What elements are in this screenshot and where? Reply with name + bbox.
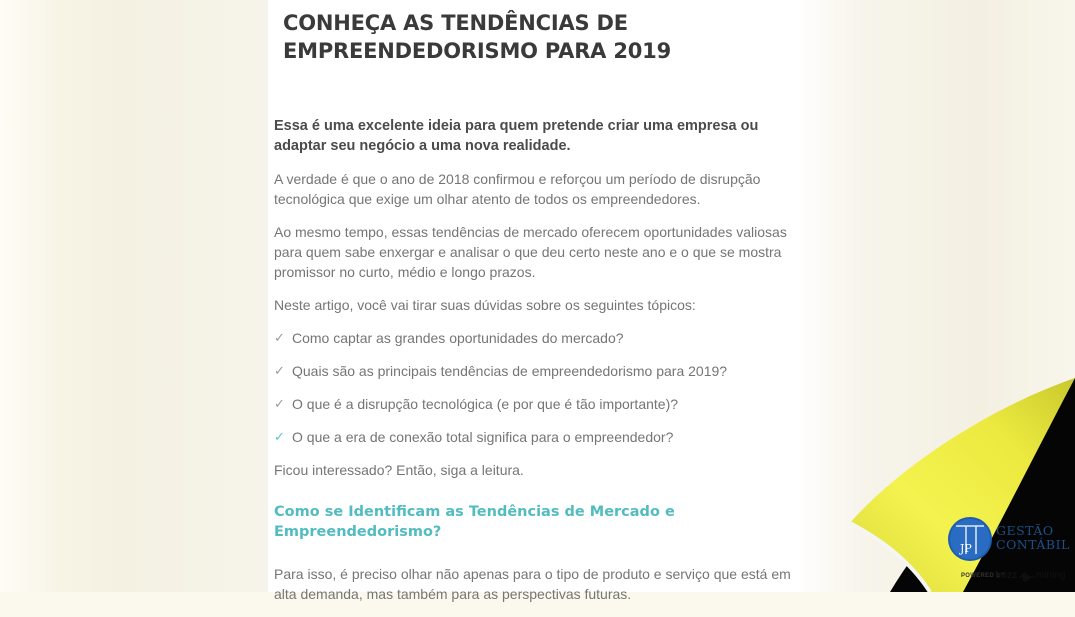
logo-wordmark: GESTÃO CONTÁBIL bbox=[996, 523, 1070, 552]
powered-by-label: POWERED BY bbox=[961, 573, 1006, 579]
logo-monogram: JP bbox=[960, 542, 972, 555]
topic-text: O que é a disrupção tecnológica (e por que é tão importante)? bbox=[292, 396, 679, 412]
closing-line: Ficou interessado? Então, siga a leitura. bbox=[274, 462, 524, 478]
topic-item bbox=[274, 394, 794, 414]
topic-item bbox=[274, 361, 794, 381]
section-heading: Como se Identificam as Tendências de Mercado e Empreendedorismo? bbox=[274, 504, 675, 540]
title-line-1: CONHEÇA AS TENDÊNCIAS DE bbox=[283, 11, 628, 35]
check-mark-icon: ✓ bbox=[274, 330, 285, 345]
title-line-2: EMPREENDEDORISMO PARA 2019 bbox=[283, 39, 671, 63]
check-mark-icon: ✓ bbox=[274, 429, 285, 444]
check-mark-icon: ✓ bbox=[274, 396, 285, 411]
topic-text: Como captar as grandes oportunidades do mercado? bbox=[292, 330, 624, 346]
paragraph-4: Para isso, é preciso olhar não apenas para o tipo de produto e serviço que está em alta demanda, mas também para as perspectivas futuras. bbox=[274, 566, 791, 602]
soundwave-icon bbox=[1019, 571, 1035, 583]
article-body bbox=[274, 116, 794, 617]
mining-wordmark: mining bbox=[1036, 570, 1066, 581]
paragraph-3: Neste artigo, você vai tirar suas dúvidas sobre os seguintes tópicos: bbox=[274, 297, 696, 313]
check-mark-icon: ✓ bbox=[274, 363, 285, 378]
lead-paragraph: Essa é uma excelente ideia para quem pretende criar uma empresa ou adaptar seu negócio a uma nova realidade. bbox=[274, 118, 759, 154]
topic-text: Quais são as principais tendências de empreendedorismo para 2019? bbox=[292, 363, 728, 379]
paragraph-1: A verdade é que o ano de 2018 confirmou e reforçou um período de disrupção tecnológica que exige um olhar atento de todos os empreendedores. bbox=[274, 171, 761, 207]
topic-item bbox=[274, 427, 794, 447]
topic-item bbox=[274, 328, 794, 348]
article-title bbox=[283, 9, 703, 65]
paragraph-2: Ao mesmo tempo, essas tendências de mercado oferecem oportunidades valiosas para quem sabe enxergar e analisar o que deu certo neste ano e o que se mostra promissor no curto, médio e longo prazos. bbox=[274, 224, 787, 280]
buzz-wordmark: buzz bbox=[995, 570, 1018, 581]
topic-text: O que a era de conexão total significa para o empreendedor? bbox=[292, 429, 674, 445]
